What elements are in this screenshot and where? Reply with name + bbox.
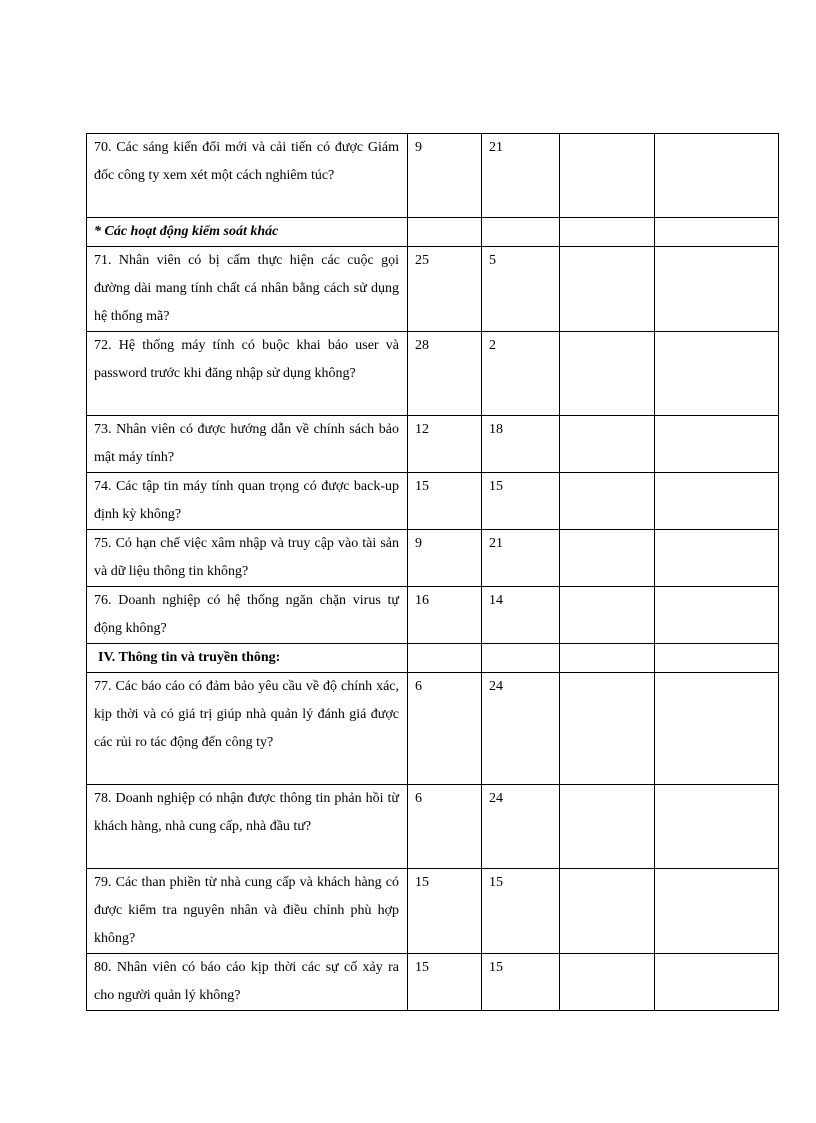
empty-cell	[560, 218, 655, 247]
section-header-row	[87, 218, 779, 247]
count-cell-2: 15	[482, 954, 560, 1011]
question-row	[87, 332, 779, 416]
response-cell-4	[655, 673, 779, 785]
section-title: * Các hoạt động kiểm soát khác	[87, 218, 408, 247]
empty-cell	[655, 218, 779, 247]
count-cell-1: 9	[408, 134, 482, 218]
response-cell-4	[655, 332, 779, 416]
question-row	[87, 247, 779, 332]
question-row	[87, 473, 779, 530]
count-cell-1: 15	[408, 473, 482, 530]
count-cell-2: 14	[482, 587, 560, 644]
response-cell-4	[655, 587, 779, 644]
count-cell-1: 15	[408, 869, 482, 954]
question-row	[87, 587, 779, 644]
question-text: 74. Các tập tin máy tính quan trọng có được back-up định kỳ không?	[87, 473, 408, 530]
question-text: 70. Các sáng kiến đổi mới và cải tiến có được Giám đốc công ty xem xét một cách nghiêm túc?	[87, 134, 408, 218]
question-text: 79. Các than phiền từ nhà cung cấp và khách hàng có được kiểm tra nguyên nhân và điều chỉnh phù hợp không?	[87, 869, 408, 954]
count-cell-2: 24	[482, 785, 560, 869]
question-text: 72. Hệ thống máy tính có buộc khai báo user và password trước khi đăng nhập sử dụng không?	[87, 332, 408, 416]
question-text: 78. Doanh nghiệp có nhận được thông tin phản hồi từ khách hàng, nhà cung cấp, nhà đầu tư?	[87, 785, 408, 869]
question-text: 77. Các báo cáo có đảm bảo yêu cầu về độ chính xác, kịp thời và có giá trị giúp nhà quản lý đánh giá được các rủi ro tác động đến công ty?	[87, 673, 408, 785]
response-cell-4	[655, 869, 779, 954]
empty-cell	[482, 644, 560, 673]
count-cell-2: 24	[482, 673, 560, 785]
count-cell-2: 2	[482, 332, 560, 416]
empty-cell	[408, 644, 482, 673]
question-row	[87, 530, 779, 587]
count-cell-2: 21	[482, 134, 560, 218]
count-cell-1: 12	[408, 416, 482, 473]
count-cell-1: 6	[408, 673, 482, 785]
survey-table-body	[87, 134, 779, 1011]
count-cell-1: 9	[408, 530, 482, 587]
response-cell-3	[560, 673, 655, 785]
question-text: 80. Nhân viên có báo cáo kịp thời các sự cố xảy ra cho người quản lý không?	[87, 954, 408, 1011]
count-cell-2: 5	[482, 247, 560, 332]
response-cell-4	[655, 416, 779, 473]
response-cell-4	[655, 530, 779, 587]
count-cell-1: 28	[408, 332, 482, 416]
response-cell-3	[560, 332, 655, 416]
count-cell-1: 6	[408, 785, 482, 869]
response-cell-4	[655, 247, 779, 332]
question-text: 71. Nhân viên có bị cấm thực hiện các cuộc gọi đường dài mang tính chất cá nhân bằng cách sử dụng hệ thống mã?	[87, 247, 408, 332]
response-cell-3	[560, 587, 655, 644]
question-row	[87, 416, 779, 473]
count-cell-2: 15	[482, 869, 560, 954]
count-cell-1: 15	[408, 954, 482, 1011]
response-cell-4	[655, 954, 779, 1011]
count-cell-2: 15	[482, 473, 560, 530]
empty-cell	[655, 644, 779, 673]
response-cell-3	[560, 785, 655, 869]
question-text: 75. Có hạn chế việc xâm nhập và truy cập vào tài sản và dữ liệu thông tin không?	[87, 530, 408, 587]
count-cell-1: 25	[408, 247, 482, 332]
question-row	[87, 954, 779, 1011]
response-cell-3	[560, 134, 655, 218]
response-cell-3	[560, 473, 655, 530]
section-title: IV. Thông tin và truyền thông:	[87, 644, 408, 673]
response-cell-3	[560, 869, 655, 954]
count-cell-1: 16	[408, 587, 482, 644]
empty-cell	[482, 218, 560, 247]
count-cell-2: 18	[482, 416, 560, 473]
question-row	[87, 869, 779, 954]
survey-table	[86, 133, 779, 1011]
response-cell-4	[655, 785, 779, 869]
response-cell-4	[655, 134, 779, 218]
question-text: 76. Doanh nghiệp có hệ thống ngăn chặn virus tự động không?	[87, 587, 408, 644]
question-row	[87, 785, 779, 869]
response-cell-3	[560, 247, 655, 332]
question-row	[87, 134, 779, 218]
response-cell-3	[560, 954, 655, 1011]
section-header-row	[87, 644, 779, 673]
response-cell-3	[560, 530, 655, 587]
response-cell-3	[560, 416, 655, 473]
empty-cell	[408, 218, 482, 247]
question-row	[87, 673, 779, 785]
question-text: 73. Nhân viên có được hướng dẫn về chính sách bảo mật máy tính?	[87, 416, 408, 473]
response-cell-4	[655, 473, 779, 530]
count-cell-2: 21	[482, 530, 560, 587]
empty-cell	[560, 644, 655, 673]
